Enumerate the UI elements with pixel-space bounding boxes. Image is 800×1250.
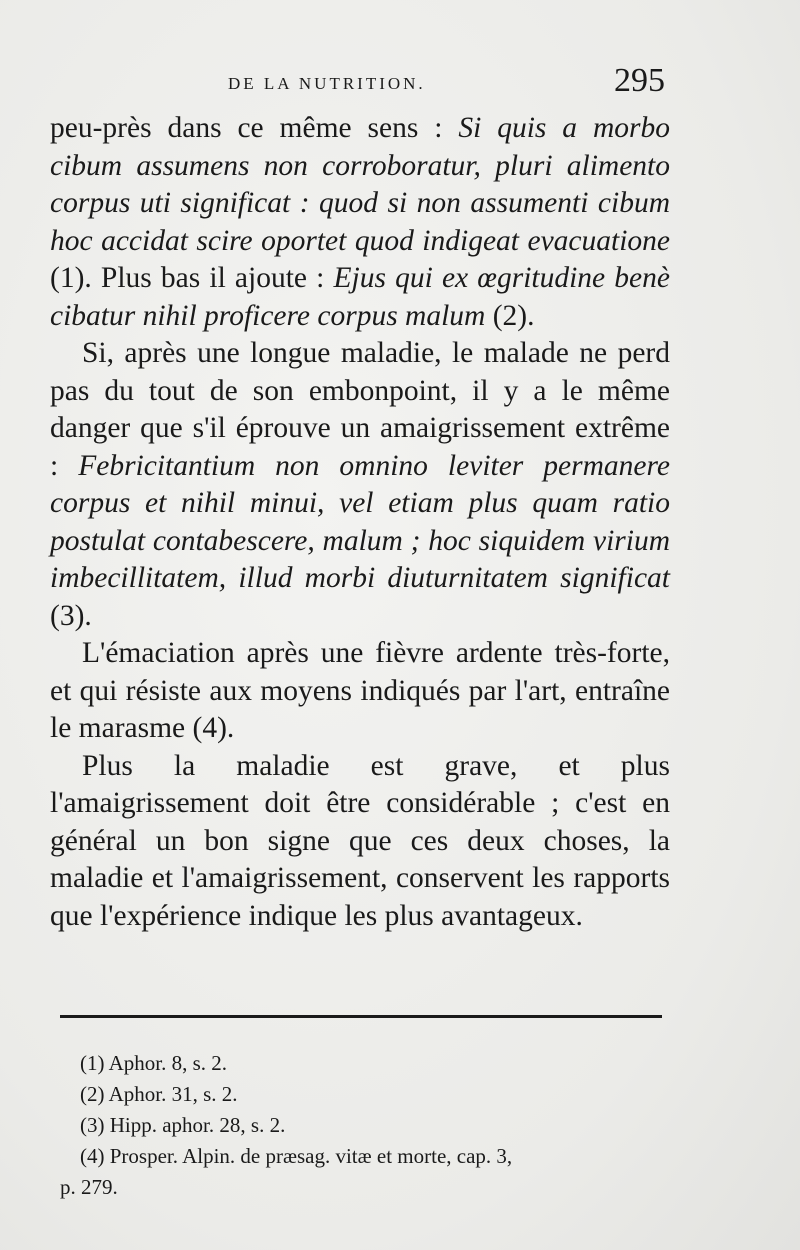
text-segment: Si, après une longue maladie, le malade ne perd pas du tout de son embonpoint, il y a le même danger que s'il éprouve un amaigrissement extrême : <box>50 337 670 482</box>
paragraph-2 <box>50 335 670 635</box>
paragraph-4 <box>50 748 670 936</box>
page-number: 295 <box>614 62 665 99</box>
text-segment: L'émaciation après une fièvre ardente très-forte, et qui résiste aux moyens indiqués par l'art, entraîne le marasme (4). <box>50 637 670 744</box>
footnote-1: (1) Aphor. 8, s. 2. <box>80 1051 227 1075</box>
text-segment: (2). <box>485 299 535 332</box>
paragraph-1 <box>50 110 670 335</box>
footnotes <box>60 1048 680 1203</box>
text-segment: (3). <box>50 599 92 632</box>
running-title: DE LA NUTRITION. <box>228 74 426 93</box>
body-text <box>50 110 670 935</box>
latin-quote: Ejus qui ex œgritudine benè cibatur nihil proficere corpus malum <box>50 262 670 332</box>
latin-quote: Si quis a morbo cibum assumens non corroboratur, pluri alimento corpus uti significat : quod si non assumenti cibum hoc accidat scire oportet quod indigeat evacuatione <box>50 112 670 257</box>
footnote-rule <box>60 1015 662 1018</box>
footnote-3: (3) Hipp. aphor. 28, s. 2. <box>80 1113 286 1137</box>
text-segment: peu-près dans ce même sens : <box>50 112 459 144</box>
paragraph-3 <box>50 635 670 748</box>
text-segment: Plus la maladie est grave, et plus l'amaigrissement doit être considérable ; c'est en général un bon signe que ces deux choses, la maladie et l'amaigrissement, conservent les rapports que l'expérience indique les plus avantageux. <box>50 749 670 932</box>
latin-quote: Febricitantium non omnino leviter permanere corpus et nihil minui, vel etiam plus quam ratio postulat contabescere, malum ; hoc siquidem virium imbecillitatem, illud morbi diuturnitatem significat <box>50 449 670 594</box>
footnote-2: (2) Aphor. 31, s. 2. <box>80 1082 238 1106</box>
footnote-continuation: p. 279. <box>60 1175 118 1199</box>
page-header <box>228 60 665 100</box>
text-segment: (1). Plus bas il ajoute : <box>50 262 334 294</box>
footnote-4: (4) Prosper. Alpin. de præsag. vitæ et morte, cap. 3, <box>80 1144 513 1168</box>
